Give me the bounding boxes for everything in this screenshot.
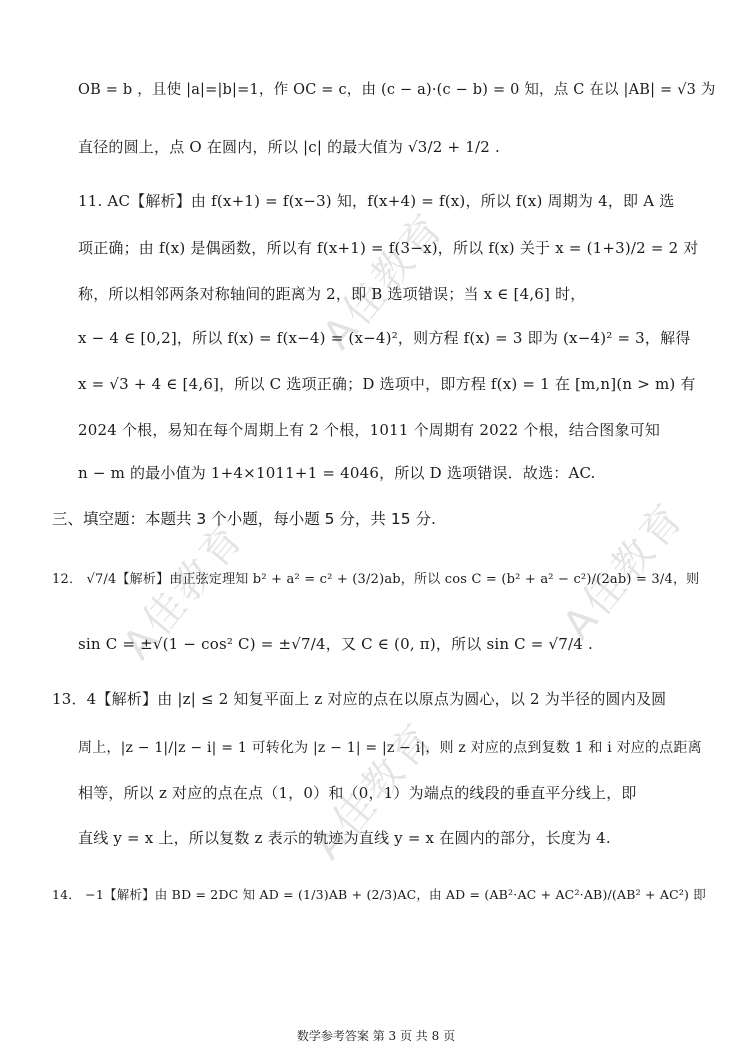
text-line: 2024 个根，易知在每个周期上有 2 个根，1011 个周期有 2022 个根，结合图象可知	[78, 421, 661, 439]
text-line: 周上，|z − 1|/|z − i| = 1 可转化为 |z − 1| = |z − i|，则 z 对应的点到复数 1 和 i 对应的点距离	[78, 740, 702, 756]
text-line: 项正确；由 f(x) 是偶函数，所以有 f(x+1) = f(3−x)，所以 f(x) 关于 x = (1+3)/2 = 2 对	[78, 239, 699, 257]
text-line: 直径的圆上，点 O 在圆内，所以 |c| 的最大值为 √3/2 + 1/2 .	[78, 138, 500, 156]
answer-14-line: 14． −1【解析】由 BD = 2DC 知 AD = (1/3)AB + (2/3)AC，由 AD = (AB²·AC + AC²·AB)/(AB² + AC²) 即	[52, 887, 707, 902]
text-line: sin C = ±√(1 − cos² C) = ±√7/4，又 C ∈ (0, π)，所以 sin C = √7/4 .	[78, 635, 593, 653]
watermark: A佳教育	[304, 713, 445, 869]
text-line: 称，所以相邻两条对称轴间的距离为 2，即 B 选项错误；当 x ∈ [4,6] 时，	[78, 285, 586, 303]
section-heading: 三、填空题：本题共 3 个小题，每小题 5 分，共 15 分.	[52, 510, 436, 528]
text-line: x = √3 + 4 ∈ [4,6]，所以 C 选项正确；D 选项中，即方程 f(x) = 1 在 [m,n](n > m) 有	[78, 375, 696, 393]
text-line: 直线 y = x 上，所以复数 z 表示的轨迹为直线 y = x 在圆内的部分，长度为 4.	[78, 829, 611, 847]
text-line: 相等，所以 z 对应的点在点（1，0）和（0，1）为端点的线段的垂直平分线上，即	[78, 784, 637, 802]
answer-13-line: 13．4【解析】由 |z| ≤ 2 知复平面上 z 对应的点在以原点为圆心，以 2 为半径的圆内及圆	[52, 690, 667, 708]
text-line: OB = b ，且使 |a|=|b|=1，作 OC = c，由 (c − a)·(c − b) = 0 知，点 C 在以 |AB| = √3 为	[78, 82, 716, 98]
answer-12-line: 12． √7/4【解析】由正弦定理知 b² + a² = c² + (3/2)ab，所以 cos C = (b² + a² − c²)/(2ab) = 3/4，则	[52, 572, 700, 587]
text-line: n − m 的最小值为 1+4×1011+1 = 4046，所以 D 选项错误．故选：AC.	[78, 464, 596, 482]
text-line: x − 4 ∈ [0,2]，所以 f(x) = f(x−4) = (x−4)²，则方程 f(x) = 3 即为 (x−4)² = 3，解得	[78, 329, 691, 347]
watermark: A佳教育	[314, 203, 455, 359]
watermark: A佳教育	[554, 493, 695, 649]
page-footer: 数学参考答案 第 3 页 共 8 页	[296, 1029, 456, 1043]
watermark: A佳教育	[114, 513, 255, 669]
answer-11-line: 11. AC【解析】由 f(x+1) = f(x−3) 知，f(x+4) = f(x)，所以 f(x) 周期为 4，即 A 选	[78, 192, 675, 210]
